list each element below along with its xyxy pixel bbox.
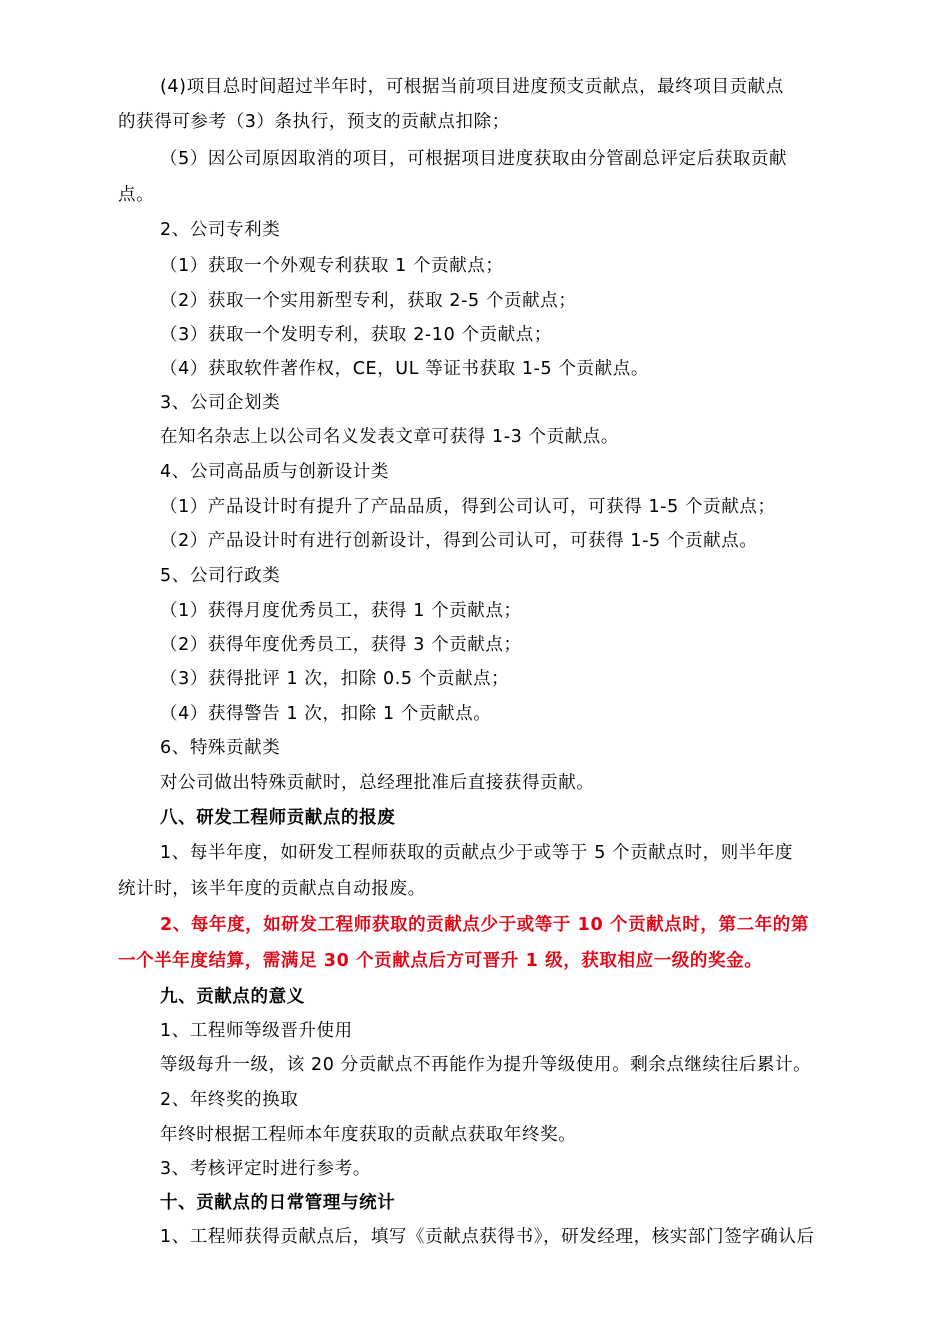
list-item: （1）获得月度优秀员工，获得 1 个贡献点； [160, 601, 522, 621]
paragraph-line: 等级每升一级，该 20 分贡献点不再能作为提升等级使用。剩余点继续往后累计。 [160, 1055, 812, 1075]
paragraph-line: 年终时根据工程师本年度获取的贡献点获取年终奖。 [160, 1125, 577, 1145]
paragraph-line: (4)项目总时间超过半年时，可根据当前项目进度预支贡献点，最终项目贡献点 [160, 77, 784, 97]
list-item: （2）产品设计时有进行创新设计，得到公司认可，可获得 1-5 个贡献点。 [160, 531, 758, 551]
chapter-heading: 八、研发工程师贡献点的报废 [160, 808, 396, 828]
list-item: （1）获取一个外观专利获取 1 个贡献点； [160, 256, 504, 276]
list-item: （4）获取软件著作权，CE，UL 等证书获取 1-5 个贡献点。 [160, 359, 649, 379]
section-heading: 4、公司高品质与创新设计类 [160, 462, 389, 482]
list-item: （3）获取一个发明专利，获取 2-10 个贡献点； [160, 325, 552, 345]
list-item: （1）产品设计时有提升了产品品质，得到公司认可，可获得 1-5 个贡献点； [160, 497, 776, 517]
list-item: （2）获得年度优秀员工，获得 3 个贡献点； [160, 635, 522, 655]
paragraph-line: 1、每半年度，如研发工程师获取的贡献点少于或等于 5 个贡献点时，则半年度 [160, 843, 794, 863]
section-heading: 5、公司行政类 [160, 566, 281, 586]
chapter-heading: 九、贡献点的意义 [160, 987, 305, 1007]
section-heading: 3、考核评定时进行参考。 [160, 1159, 371, 1179]
section-heading: 3、公司企划类 [160, 393, 281, 413]
paragraph-line: 的获得可参考（3）条执行，预支的贡献点扣除； [118, 112, 510, 132]
highlighted-paragraph-line: 一个半年度结算，需满足 30 个贡献点后方可晋升 1 级，获取相应一级的奖金。 [118, 951, 763, 971]
chapter-heading: 十、贡献点的日常管理与统计 [160, 1193, 396, 1213]
paragraph-line: 点。 [118, 185, 155, 205]
section-heading: 6、特殊贡献类 [160, 738, 281, 758]
list-item: （2）获取一个实用新型专利，获取 2-5 个贡献点； [160, 291, 577, 311]
paragraph-line: （5）因公司原因取消的项目，可根据项目进度获取由分管副总评定后获取贡献 [160, 149, 788, 169]
section-heading: 1、工程师等级晋升使用 [160, 1021, 353, 1041]
highlighted-paragraph-line: 2、每年度，如研发工程师获取的贡献点少于或等于 10 个贡献点时，第二年的第 [160, 915, 810, 935]
paragraph-line: 统计时，该半年度的贡献点自动报废。 [118, 879, 426, 899]
paragraph-line: 在知名杂志上以公司名义发表文章可获得 1-3 个贡献点。 [160, 427, 620, 447]
paragraph-line: 对公司做出特殊贡献时，总经理批准后直接获得贡献。 [160, 773, 595, 793]
section-heading: 2、公司专利类 [160, 220, 281, 240]
list-item: （4）获得警告 1 次，扣除 1 个贡献点。 [160, 704, 492, 724]
paragraph-line: 1、工程师获得贡献点后，填写《贡献点获得书》，研发经理，核实部门签字确认后 [160, 1227, 815, 1247]
list-item: （3）获得批评 1 次，扣除 0.5 个贡献点； [160, 669, 510, 689]
section-heading: 2、年终奖的换取 [160, 1090, 299, 1110]
